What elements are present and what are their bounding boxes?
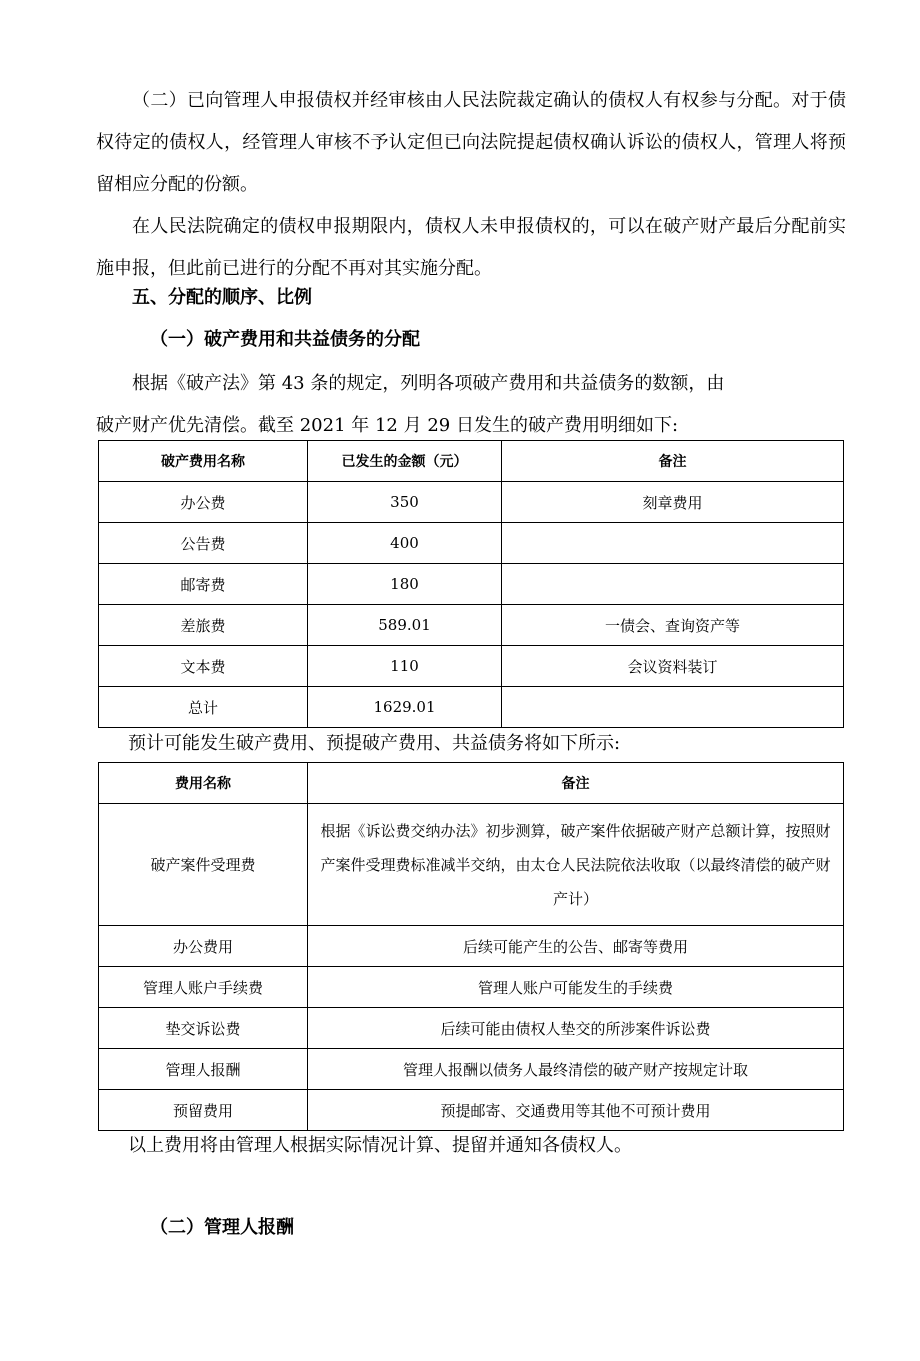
table-row	[99, 1049, 844, 1090]
cell-amount: 180	[308, 564, 502, 605]
cell-amount: 589.01	[308, 605, 502, 646]
table-header-row	[99, 441, 844, 482]
cell-remark: 管理人报酬以债务人最终清偿的破产财产按规定计取	[308, 1049, 844, 1090]
cell-remark: 刻章费用	[502, 482, 844, 523]
table-row	[99, 926, 844, 967]
table-row	[99, 1008, 844, 1049]
cell-name: 管理人报酬	[99, 1049, 308, 1090]
table-row	[99, 804, 844, 926]
cell-remark: 预提邮寄、交通费用等其他不可预计费用	[308, 1090, 844, 1131]
table-row	[99, 482, 844, 523]
expected-expenses-table	[98, 762, 844, 1131]
cell-name: 破产案件受理费	[99, 804, 308, 926]
cell-remark: 一债会、查询资产等	[502, 605, 844, 646]
cell-name: 预留费用	[99, 1090, 308, 1131]
paragraph-law-basis-line2: 破产财产优先清偿。截至 2021 年 12 月 29 日发生的破产费用明细如下:	[96, 415, 679, 436]
table-total-row	[99, 687, 844, 728]
cell-name: 管理人账户手续费	[99, 967, 308, 1008]
paragraph-expense-notice: 以上费用将由管理人根据实际情况计算、提留并通知各债权人。	[128, 1135, 632, 1156]
table-row	[99, 605, 844, 646]
section-heading-distribution-order: 五、分配的顺序、比例	[132, 287, 312, 308]
cell-remark: 根据《诉讼费交纳办法》初步测算，破产案件依据破产财产总额计算，按照财产案件受理费标准减半交纳，由太仓人民法院依法收取（以最终清偿的破产财产计）	[308, 804, 844, 926]
table-row	[99, 1090, 844, 1131]
header-remark: 备注	[502, 441, 844, 482]
paragraph-law-basis-line1: 根据《破产法》第 43 条的规定，列明各项破产费用和共益债务的数额，由	[132, 373, 725, 394]
cell-amount: 110	[308, 646, 502, 687]
cell-name: 邮寄费	[99, 564, 308, 605]
cell-name: 公告费	[99, 523, 308, 564]
cell-name: 垫交诉讼费	[99, 1008, 308, 1049]
cell-remark	[502, 564, 844, 605]
header-expense-name: 费用名称	[99, 763, 308, 804]
subsection-heading-administrator-fee: （二）管理人报酬	[150, 1217, 294, 1238]
table-row	[99, 967, 844, 1008]
cell-remark: 管理人账户可能发生的手续费	[308, 967, 844, 1008]
cell-remark	[502, 523, 844, 564]
incurred-expenses-table	[98, 440, 844, 728]
cell-amount: 1629.01	[308, 687, 502, 728]
cell-name: 差旅费	[99, 605, 308, 646]
header-expense-name: 破产费用名称	[99, 441, 308, 482]
paragraph-expected-expenses: 预计可能发生破产费用、预提破产费用、共益债务将如下所示:	[128, 733, 621, 754]
subsection-heading-bankruptcy-expenses: （一）破产费用和共益债务的分配	[150, 329, 420, 350]
table-row	[99, 564, 844, 605]
table-header-row	[99, 763, 844, 804]
paragraph-late-claims: 在人民法院确定的债权申报期限内，债权人未申报债权的，可以在破产财产最后分配前实施申报，但此前已进行的分配不再对其实施分配。	[96, 216, 846, 279]
cell-name: 文本费	[99, 646, 308, 687]
cell-name: 办公费	[99, 482, 308, 523]
cell-remark: 后续可能由债权人垫交的所涉案件诉讼费	[308, 1008, 844, 1049]
header-remark: 备注	[308, 763, 844, 804]
cell-amount: 400	[308, 523, 502, 564]
cell-remark	[502, 687, 844, 728]
cell-remark: 后续可能产生的公告、邮寄等费用	[308, 926, 844, 967]
table-row	[99, 646, 844, 687]
cell-remark: 会议资料装订	[502, 646, 844, 687]
cell-name: 办公费用	[99, 926, 308, 967]
cell-name: 总计	[99, 687, 308, 728]
paragraph-creditor-distribution: （二）已向管理人申报债权并经审核由人民法院裁定确认的债权人有权参与分配。对于债权待定的债权人，经管理人审核不予认定但已向法院提起债权确认诉讼的债权人，管理人将预留相应分配的份额。	[96, 90, 846, 195]
table-row	[99, 523, 844, 564]
cell-amount: 350	[308, 482, 502, 523]
header-amount: 已发生的金额（元）	[308, 441, 502, 482]
